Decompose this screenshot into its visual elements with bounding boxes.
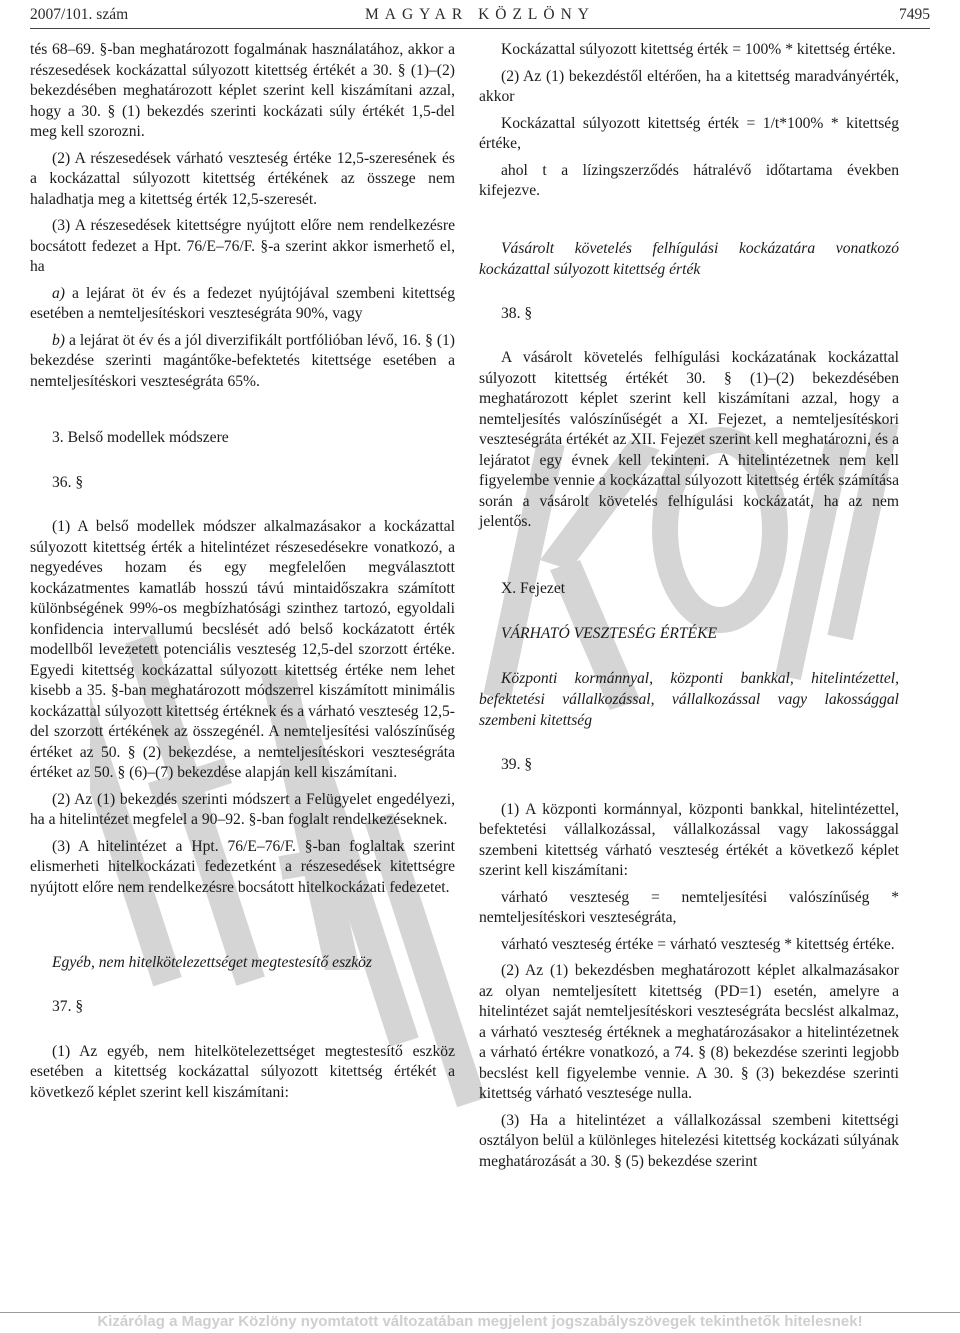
list-item-a xyxy=(30,284,455,325)
section-number: 38. § xyxy=(501,304,533,322)
footer-notice: Kizárólag a Magyar Közlöny nyomtatott változatában megjelent jogszabályszövegek tekinthetők hitelesnek! xyxy=(97,1313,863,1330)
paragraph: (2) A részesedések várható veszteség értéke 12,5-szeresének és a kockázattal súlyozott kitettség értékének az összege nem haladhatja meg a kitettség érték 12,5-szeresét. xyxy=(30,149,455,208)
section-title: Központi kormánnyal, központi bankkal, hitelintézettel, befektetési vállalkozással, vállalkozással vagy lakossággal szembeni kitettség xyxy=(479,670,899,729)
chapter-number: X. Fejezet xyxy=(501,579,566,597)
paragraph: (1) A belső modellek módszer alkalmazásakor a kockázattal súlyozott kitettség érték a hitelintézet részesedésekre vonatkozó, a negyedéves hozam és egy megfelelően megválasztott kockázatmentes kamatláb hosszú távú mintaidőszakra számított különbségének 99%-os megbízhatósági szinthez tartozó, egyoldali konfidencia intervallumú becslését adó belső kockázatott érték modellből levezetett potenciális veszteség 12,5-del szorzott értéke. Egyedi kitettség kockázattal súlyozott kitettség értéke nem lehet kisebb a 35. §-ban meghatározott módszerrel kiszámított minimális kockázattal súlyozott kitettség értéknek és a várható veszteség 12,5-del szorzott értékének az összegénél. A nemteljesítési valószínűség értéket az 50. § (2) bekezdése, a nemteljesítéskori veszteségráta értéket az 50. § (6)–(7) bekezdése alapján kell kiszámítani. xyxy=(30,518,455,781)
formula-line: várható veszteség = nemteljesítési valószínűség * nemteljesítéskori veszteségráta, xyxy=(479,888,899,926)
formula-line: Kockázattal súlyozott kitettség érték = 1/t*100% * kitettség értéke, xyxy=(479,114,899,152)
paragraph: (3) Ha a hitelintézet a vállalkozással szembeni kitettségi osztályon belül a különleges hitelezési kitettség kockázati súlyának meghatározását a 30. § (5) bekezdése szerint xyxy=(479,1111,899,1170)
section-title: Vásárolt követelés felhígulási kockázatára vonatkozó kockázattal súlyozott kitettség érték xyxy=(479,239,899,278)
paragraph: ahol t a lízingszerződés hátralévő időtartama években kifejezve. xyxy=(479,161,899,199)
list-text: a lejárat öt év és a jól diverzifikált portfólióban lévő, 16. § (1) bekezdése szerinti magántőke-befektetés kitettsége esetében a nemteljesítéskori veszteségráta 65%. xyxy=(30,331,455,390)
paragraph: (3) A részesedések kitettségre nyújtott előre nem rendelkezésre bocsátott fedezet a Hpt. 76/E–76/F. §-a szerint akkor ismerhető el, ha xyxy=(30,217,455,275)
formula-line: Kockázattal súlyozott kitettség érték = 100% * kitettség értéke. xyxy=(501,41,896,58)
page-number: 7495 xyxy=(899,6,930,23)
list-label: a) xyxy=(52,284,65,302)
section-title: Egyéb, nem hitelkötelezettséget megtestesítő eszköz xyxy=(52,954,372,971)
section-number: 37. § xyxy=(52,998,84,1015)
section-number: 36. § xyxy=(52,473,84,491)
subheading: 3. Belső modellek módszere xyxy=(52,429,229,446)
paragraph: (1) Az egyéb, nem hitelkötelezettséget megtestesítő eszköz esetében a kitettség kockázattal súlyozott kitettség értékét a következő képlet szerint kell kiszámítani: xyxy=(30,1042,455,1101)
right-column xyxy=(479,40,899,1178)
paragraph: (2) Az (1) bekezdés szerinti módszert a Felügyelet engedélyezi, ha a hitelintézet megfelel a 90–92. §-ban foglalt rendelkezéseknek. xyxy=(30,790,455,828)
paragraph: (3) A hitelintézet a Hpt. 76/E–76/F. §-ban foglaltak szerint elismerheti hitelkockázati fedezetként a részesedések kitettségre nyújtott előre nem rendelkezésre bocsátott hitelkockázati fedezetet. xyxy=(30,837,455,896)
header-rule xyxy=(30,28,930,29)
section-number: 39. § xyxy=(501,756,533,773)
issue-number: 2007/101. szám xyxy=(30,6,129,23)
list-item-b xyxy=(30,331,455,393)
chapter-title: VÁRHATÓ VESZTESÉG ÉRTÉKE xyxy=(501,625,717,642)
list-text: a lejárat öt év és a fedezet nyújtójával szembeni kitettség esetében a nemteljesítéskori veszteségráta 90%, vagy xyxy=(30,284,455,322)
page-header xyxy=(30,4,930,26)
journal-title: MAGYAR KÖZLÖNY xyxy=(365,6,595,23)
paragraph: tés 68–69. §-ban meghatározott fogalmának használatához, akkor a részesedések kockázattal súlyozott kitettség értékét a 30. § (1)–(2) bekezdésében meghatározott képlet szerint kell kiszámítani azzal, hogy a 30. § (1) bekezdés szerinti kockázati súly értékét 1,5-del meg kell szorozni. xyxy=(30,41,455,140)
paragraph: (2) Az (1) bekezdéstől eltérően, ha a kitettség maradványérték, akkor xyxy=(479,67,899,105)
list-label: b) xyxy=(52,331,65,349)
paragraph: (1) A központi kormánnyal, központi bankkal, hitelintézettel, befektetési vállalkozással, vállalkozással vagy lakossággal szembeni kitettség várható veszteség értékét a következő képlet szerint kell kiszámítani: xyxy=(479,800,899,879)
left-column xyxy=(30,40,455,1109)
paragraph: (2) Az (1) bekezdésben meghatározott képlet alkalmazásakor az olyan nemteljesített kitettség (PD=1) esetén, amelyre a hitelintézet saját nemteljesítéskori veszteségráta becslést alkalmaz, a várható veszteség értéknek a meghatározásakor a hitelintézetnek a várható értékre vonatkozó, a 74. § (8) bekezdése szerinti legjobb becslést kell figyelembe vennie. A 30. § (3) bekezdése szerinti kitettség várható vesztesége nulla. xyxy=(479,962,899,1102)
paragraph: A vásárolt követelés felhígulási kockázatának kockázattal súlyozott kitettség értékét 30. § (1)–(2) bekezdésében meghatározott képlet szerint kell kiszámítani azzal, hogy a nemteljesítés valószínűségét a XI. Fejezet, a nemteljesítéskori veszteségráta értékét az XII. Fejezet szerint kell meghatározni, és a lejáratot egy évnek kell tekinteni. A hitelintézetnek nem kell figyelembe vennie a kockázattal súlyozott kitettség érték számítása során a vásárolt követelés felhígulási kockázatát, ha az nem jelentős. xyxy=(479,349,899,530)
formula-line: várható veszteség értéke = várható veszteség * kitettség értéke. xyxy=(501,935,895,953)
